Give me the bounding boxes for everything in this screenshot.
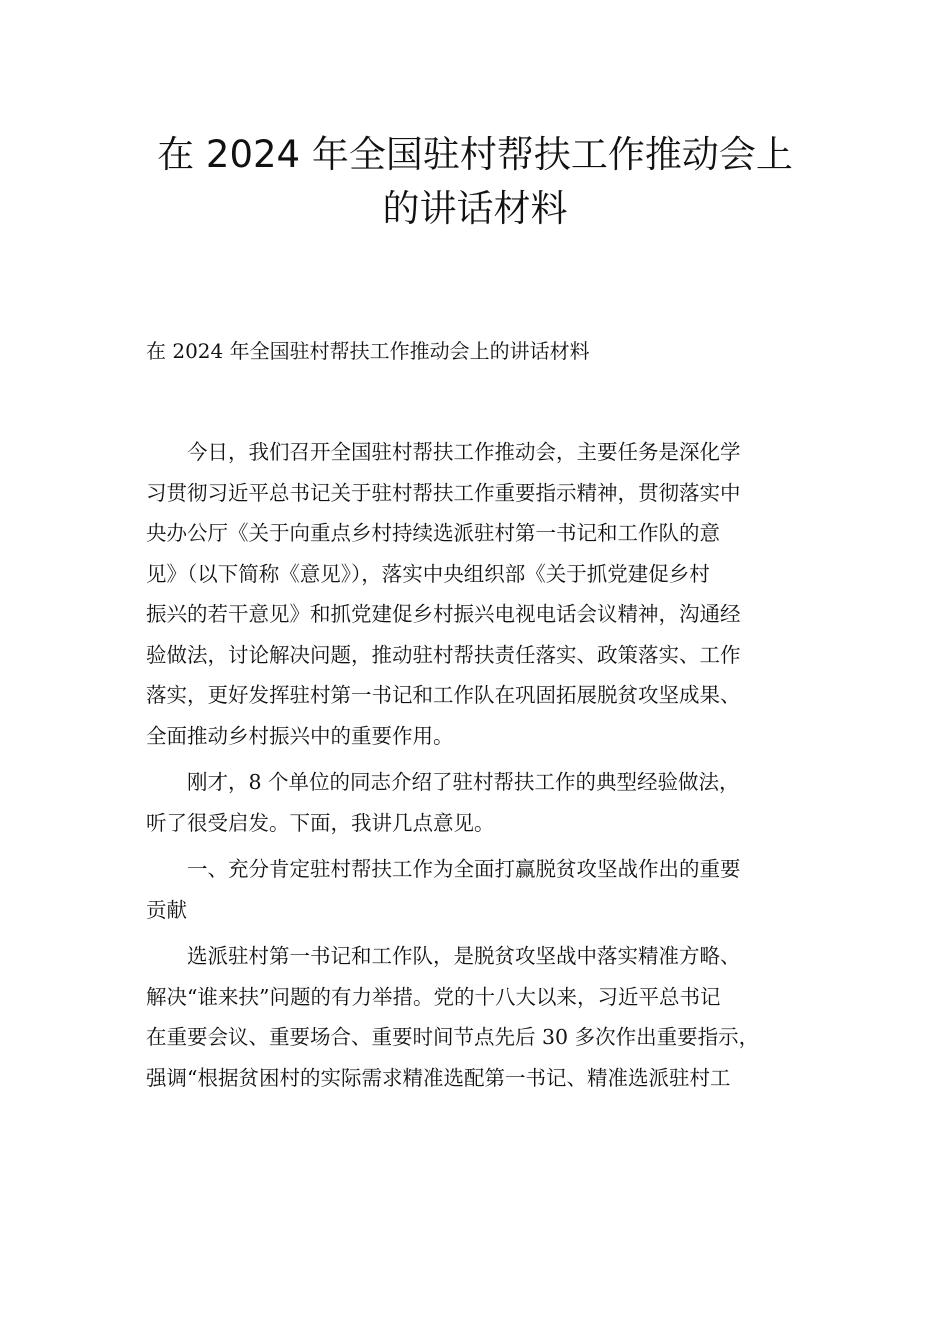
text-line: 落实，更好发挥驻村第一书记和工作队在巩固拓展脱贫攻坚成果、: [146, 683, 741, 707]
text-line: 振兴的若干意见》和抓党建促乡村振兴电视电话会议精神，沟通经: [146, 602, 741, 626]
text-line: 见》（以下简称《意见》），落实中央组织部《关于抓党建促乡村: [146, 561, 710, 586]
document-title: [120, 128, 830, 236]
text-line: 强调“根据贫困村的实际需求精准选配第一书记、精准选派驻村工: [146, 1065, 731, 1090]
text-line: 央办公厅《关于向重点乡村持续选派驻村第一书记和工作队的意: [146, 521, 720, 545]
paragraph-intro: [146, 432, 808, 756]
section-heading-1: [146, 849, 808, 930]
paragraph-section-1: [146, 936, 808, 1098]
text-line: 刚才，8 个单位的同志介绍了驻村帮扶工作的典型经验做法，: [187, 770, 740, 794]
text-line: 今日，我们召开全国驻村帮扶工作推动会，主要任务是深化学: [187, 440, 741, 464]
text-line: 习贯彻习近平总书记关于驻村帮扶工作重要指示精神，贯彻落实中: [146, 480, 741, 505]
document-subtitle: 在 2024 年全国驻村帮扶工作推动会上的讲话材料: [146, 339, 590, 363]
title-line: 的讲话材料: [382, 187, 568, 230]
paragraph-transition: [146, 762, 808, 843]
text-line: 听了很受启发。下面，我讲几点意见。: [146, 810, 495, 835]
text-line: 在重要会议、重要场合、重要时间节点先后 30 多次作出重要指示，: [146, 1025, 760, 1049]
text-line: 贡献: [146, 897, 187, 922]
text-line: 选派驻村第一书记和工作队，是脱贫攻坚战中落实精准方略、: [187, 944, 741, 968]
document-body: [146, 432, 808, 1104]
text-line: 一、充分肯定驻村帮扶工作为全面打赢脱贫攻坚战作出的重要: [187, 857, 741, 881]
text-line: 验做法，讨论解决问题，推动驻村帮扶责任落实、政策落实、工作: [146, 642, 741, 667]
title-line: 在 2024 年全国驻村帮扶工作推动会上: [157, 133, 793, 176]
text-line: 全面推动乡村振兴中的重要作用。: [146, 723, 454, 748]
text-line: 解决“谁来扶”问题的有力举措。党的十八大以来，习近平总书记: [146, 984, 721, 1009]
